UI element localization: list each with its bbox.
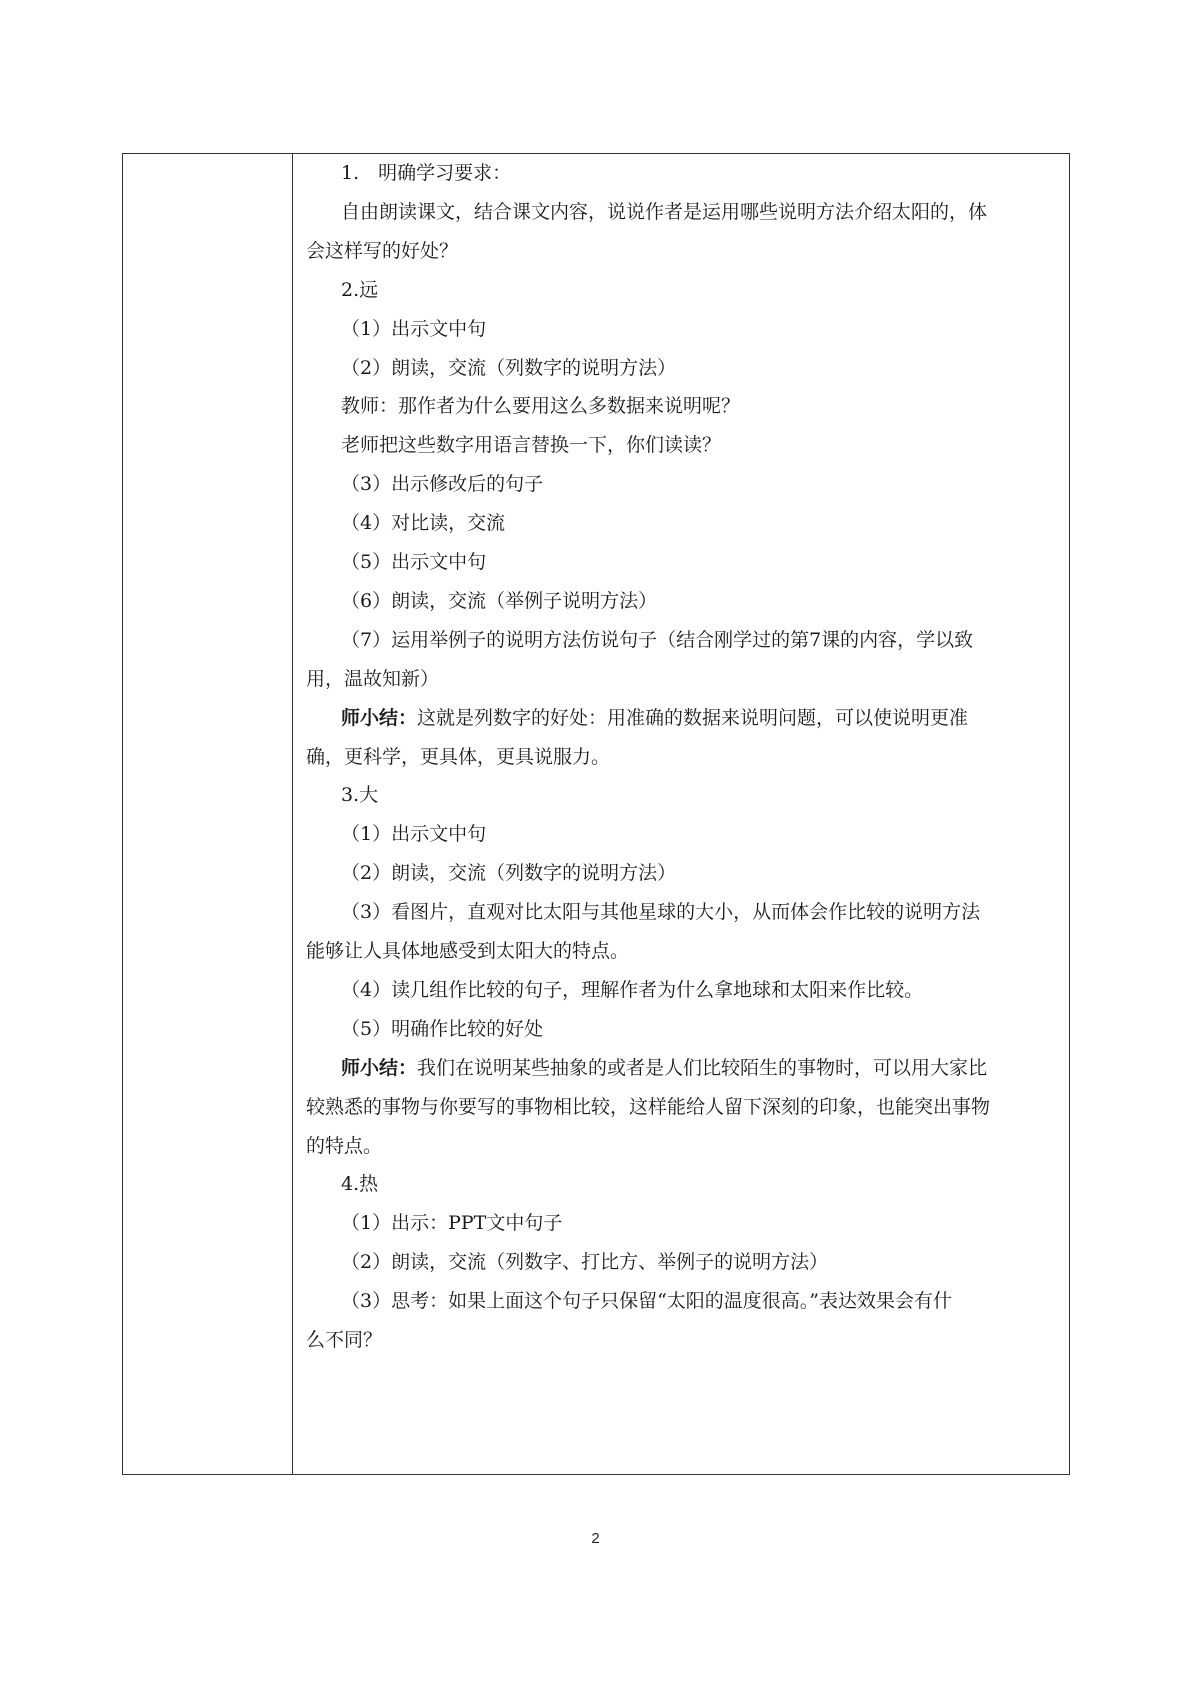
line-text: （4）对比读，交流: [341, 512, 506, 535]
text-line: [341, 161, 511, 185]
text-line: [341, 589, 657, 613]
text-line: [341, 1172, 378, 1196]
line-text: （1）出示文中句: [341, 317, 487, 340]
line-text: 教师：那作者为什么要用这么多数据来说明呢？: [341, 395, 741, 418]
text-line: [341, 200, 987, 224]
line-text: （1）出示文中句: [341, 823, 487, 846]
line-text: （5）出示文中句: [341, 551, 487, 573]
line-text: 2.远: [341, 278, 379, 301]
table-content-cell: [293, 154, 1069, 1474]
text-line: [341, 706, 968, 730]
line-text: 3.大: [341, 784, 379, 807]
text-line: [341, 317, 486, 341]
text-line: [341, 900, 980, 924]
line-text: （2）朗读，交流（列数字、打比方、举例子的说明方法）: [341, 1251, 829, 1274]
line-text: 的特点。: [306, 1134, 383, 1157]
text-line: [341, 356, 676, 380]
page-number: 2: [591, 1530, 600, 1547]
table-left-cell: [123, 154, 293, 1474]
line-text: （2）朗读，交流（列数字的说明方法）: [341, 862, 677, 885]
text-line: [306, 745, 610, 769]
line-text: 4.热: [341, 1173, 379, 1196]
text-line: [341, 628, 973, 652]
line-text: 么不同？: [306, 1329, 383, 1351]
line-text: 确，更科学，更具体，更具说服力。: [306, 745, 611, 768]
line-text: （1）出示：PPT文中句子: [341, 1212, 563, 1235]
line-text: （2）朗读，交流（列数字的说明方法）: [341, 356, 677, 379]
text-line: [341, 1211, 562, 1235]
line-text: 自由朗读课文，结合课文内容，说说作者是运用哪些说明方法介绍太阳的，体: [341, 200, 988, 223]
text-line: [341, 511, 505, 535]
line-text: 这就是列数字的好处：用准确的数据来说明问题，可以使说明更准: [417, 706, 969, 729]
text-line: [341, 1056, 987, 1080]
text-line: [341, 472, 543, 496]
text-line: [341, 394, 740, 418]
text-line: [341, 822, 486, 846]
line-text: 会这样写的好处？: [306, 239, 459, 262]
summary-label: 师小结：: [341, 1056, 418, 1079]
text-line: [341, 978, 923, 1002]
line-text: 较熟悉的事物与你要写的事物相比较，这样能给人留下深刻的印象，也能突出事物: [306, 1095, 991, 1118]
text-line: [341, 278, 378, 302]
line-text: 能够让人具体地感受到太阳大的特点。: [306, 940, 630, 962]
line-text: （7）运用举例子的说明方法仿说句子（结合刚学过的第7课的内容，学以致: [341, 628, 974, 651]
line-text: （3）看图片，直观对比太阳与其他星球的大小，从而体会作比较的说明方法: [341, 901, 981, 924]
text-line: [341, 861, 676, 885]
line-text: 我们在说明某些抽象的或者是人们比较陌生的事物时，可以用大家比: [417, 1056, 988, 1079]
lesson-table: [122, 153, 1070, 1475]
text-line: [341, 433, 721, 457]
text-line: [306, 1134, 382, 1158]
text-line: [341, 1289, 952, 1313]
text-line: [306, 239, 458, 263]
line-text: （3）出示修改后的句子: [341, 473, 544, 496]
text-line: [341, 1250, 828, 1274]
text-line: [341, 550, 486, 574]
line-text: （3）思考：如果上面这个句子只保留“太阳的温度很高。”表达效果会有什: [341, 1290, 953, 1313]
line-text: （4）读几组作比较的句子，理解作者为什么拿地球和太阳来作比较。: [341, 978, 924, 1001]
text-line: [306, 1095, 990, 1119]
text-line: [306, 939, 629, 963]
line-text: （5）明确作比较的好处: [341, 1017, 544, 1040]
text-line: [306, 667, 439, 691]
text-line: [341, 783, 378, 807]
line-text: 用，温故知新）: [306, 667, 440, 690]
summary-label: 师小结：: [341, 706, 418, 729]
line-text: （6）朗读，交流（举例子说明方法）: [341, 589, 658, 612]
text-line: [341, 1017, 543, 1041]
line-text: 1. 明确学习要求：: [341, 162, 512, 184]
text-line: [306, 1328, 382, 1352]
line-text: 老师把这些数字用语言替换一下，你们读读？: [341, 434, 722, 457]
